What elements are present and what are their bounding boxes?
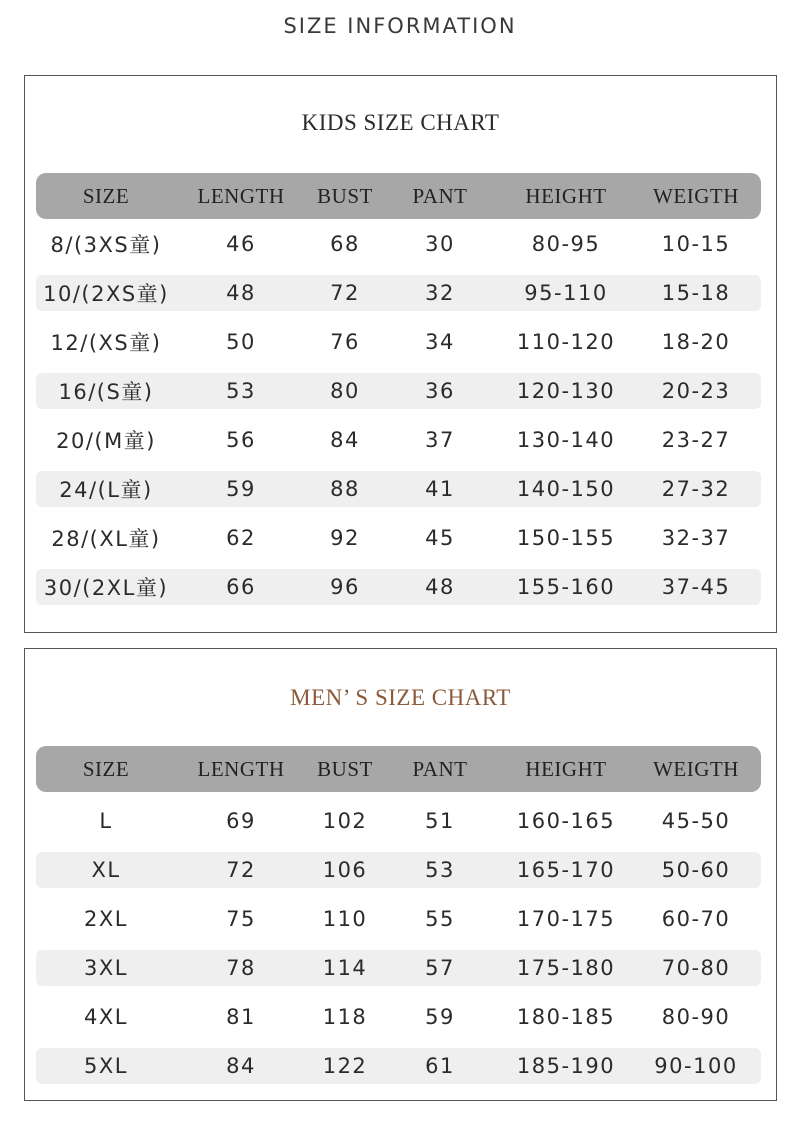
cell-length: 46 [226, 232, 256, 256]
cell-bust: 114 [322, 956, 368, 980]
cell-size: 16/(S童) [58, 380, 154, 404]
cell-weight: 37-45 [661, 575, 731, 599]
cell-weight: 23-27 [661, 428, 731, 452]
cell-height: 130-140 [516, 428, 616, 452]
cell-weight: 70-80 [661, 956, 731, 980]
header-height: HEIGHT [525, 756, 607, 781]
table-row [36, 1048, 761, 1084]
cell-length: 69 [226, 809, 256, 833]
cell-height: 95-110 [524, 281, 608, 305]
header-bust: BUST [317, 183, 373, 208]
cell-bust: 110 [322, 907, 368, 931]
cell-length: 48 [226, 281, 256, 305]
kids-size-chart-panel [24, 75, 777, 633]
kids-chart-title: KIDS SIZE CHART [301, 110, 500, 135]
table-row [36, 569, 761, 605]
cell-pant: 32 [425, 281, 455, 305]
cell-height: 180-185 [516, 1005, 616, 1029]
cell-weight: 45-50 [661, 809, 731, 833]
cell-height: 160-165 [516, 809, 616, 833]
table-row [36, 852, 761, 888]
cell-height: 80-95 [531, 232, 601, 256]
table-row [36, 324, 761, 360]
header-bust: BUST [317, 756, 373, 781]
cell-bust: 88 [330, 477, 360, 501]
cell-bust: 102 [322, 809, 368, 833]
table-row [36, 275, 761, 311]
kids-table-header [36, 173, 761, 219]
cell-pant: 55 [425, 907, 455, 931]
header-weight: WEIGTH [653, 756, 739, 781]
cell-bust: 80 [330, 379, 360, 403]
cell-size: 4XL [84, 1005, 128, 1029]
cell-pant: 59 [425, 1005, 455, 1029]
cell-size: 24/(L童) [59, 478, 153, 502]
cell-bust: 84 [330, 428, 360, 452]
cell-height: 110-120 [516, 330, 616, 354]
page-title: SIZE INFORMATION [283, 14, 517, 38]
table-row [36, 901, 761, 937]
cell-height: 170-175 [516, 907, 616, 931]
table-row [36, 226, 761, 262]
cell-length: 84 [226, 1054, 256, 1078]
cell-bust: 68 [330, 232, 360, 256]
cell-size: L [99, 809, 113, 833]
cell-weight: 20-23 [661, 379, 731, 403]
cell-length: 53 [226, 379, 256, 403]
cell-height: 155-160 [516, 575, 616, 599]
cell-size: 2XL [84, 907, 128, 931]
cell-weight: 32-37 [661, 526, 731, 550]
cell-weight: 90-100 [654, 1054, 738, 1078]
table-row [36, 373, 761, 409]
cell-size: XL [91, 858, 121, 882]
header-size: SIZE [82, 756, 130, 781]
header-length: LENGTH [197, 756, 285, 781]
cell-height: 185-190 [516, 1054, 616, 1078]
table-row [36, 950, 761, 986]
table-row [36, 803, 761, 839]
table-row [36, 520, 761, 556]
cell-bust: 122 [322, 1054, 368, 1078]
cell-pant: 57 [425, 956, 455, 980]
cell-pant: 37 [425, 428, 455, 452]
header-weight: WEIGTH [653, 183, 739, 208]
cell-bust: 76 [330, 330, 360, 354]
cell-length: 59 [226, 477, 256, 501]
cell-size: 28/(XL童) [51, 527, 161, 551]
cell-bust: 96 [330, 575, 360, 599]
cell-pant: 48 [425, 575, 455, 599]
cell-length: 50 [226, 330, 256, 354]
cell-length: 62 [226, 526, 256, 550]
mens-table-body [36, 803, 761, 1084]
table-row [36, 422, 761, 458]
kids-table-body [36, 226, 761, 605]
cell-bust: 118 [322, 1005, 368, 1029]
cell-weight: 80-90 [661, 1005, 731, 1029]
header-length: LENGTH [197, 183, 285, 208]
mens-chart-title: MEN’ S SIZE CHART [290, 685, 511, 710]
cell-bust: 92 [330, 526, 360, 550]
cell-weight: 27-32 [661, 477, 731, 501]
mens-table-header [36, 746, 761, 792]
cell-height: 120-130 [516, 379, 616, 403]
cell-bust: 106 [322, 858, 368, 882]
cell-weight: 60-70 [661, 907, 731, 931]
header-pant: PANT [412, 756, 468, 781]
cell-size: 8/(3XS童) [50, 233, 162, 257]
header-size: SIZE [82, 183, 130, 208]
cell-length: 81 [226, 1005, 256, 1029]
table-row [36, 471, 761, 507]
cell-weight: 18-20 [661, 330, 731, 354]
kids-size-table [36, 173, 761, 605]
cell-pant: 61 [425, 1054, 455, 1078]
cell-pant: 45 [425, 526, 455, 550]
cell-height: 140-150 [516, 477, 616, 501]
cell-height: 175-180 [516, 956, 616, 980]
cell-height: 150-155 [516, 526, 616, 550]
cell-pant: 41 [425, 477, 455, 501]
cell-size: 12/(XS童) [50, 331, 162, 355]
cell-size: 30/(2XL童) [43, 576, 169, 600]
cell-size: 10/(2XS童) [43, 282, 169, 306]
mens-size-chart-panel [24, 648, 777, 1101]
cell-length: 78 [226, 956, 256, 980]
cell-pant: 34 [425, 330, 455, 354]
cell-size: 20/(M童) [56, 429, 156, 453]
mens-size-table [36, 746, 761, 1084]
cell-length: 56 [226, 428, 256, 452]
cell-length: 72 [226, 858, 256, 882]
cell-weight: 10-15 [661, 232, 731, 256]
cell-pant: 30 [425, 232, 455, 256]
cell-length: 75 [226, 907, 256, 931]
header-pant: PANT [412, 183, 468, 208]
cell-weight: 15-18 [661, 281, 731, 305]
cell-pant: 53 [425, 858, 455, 882]
cell-height: 165-170 [516, 858, 616, 882]
cell-bust: 72 [330, 281, 360, 305]
table-row [36, 999, 761, 1035]
cell-weight: 50-60 [661, 858, 731, 882]
cell-length: 66 [226, 575, 256, 599]
cell-size: 5XL [84, 1054, 128, 1078]
cell-pant: 36 [425, 379, 455, 403]
cell-size: 3XL [84, 956, 128, 980]
header-height: HEIGHT [525, 183, 607, 208]
cell-pant: 51 [425, 809, 455, 833]
